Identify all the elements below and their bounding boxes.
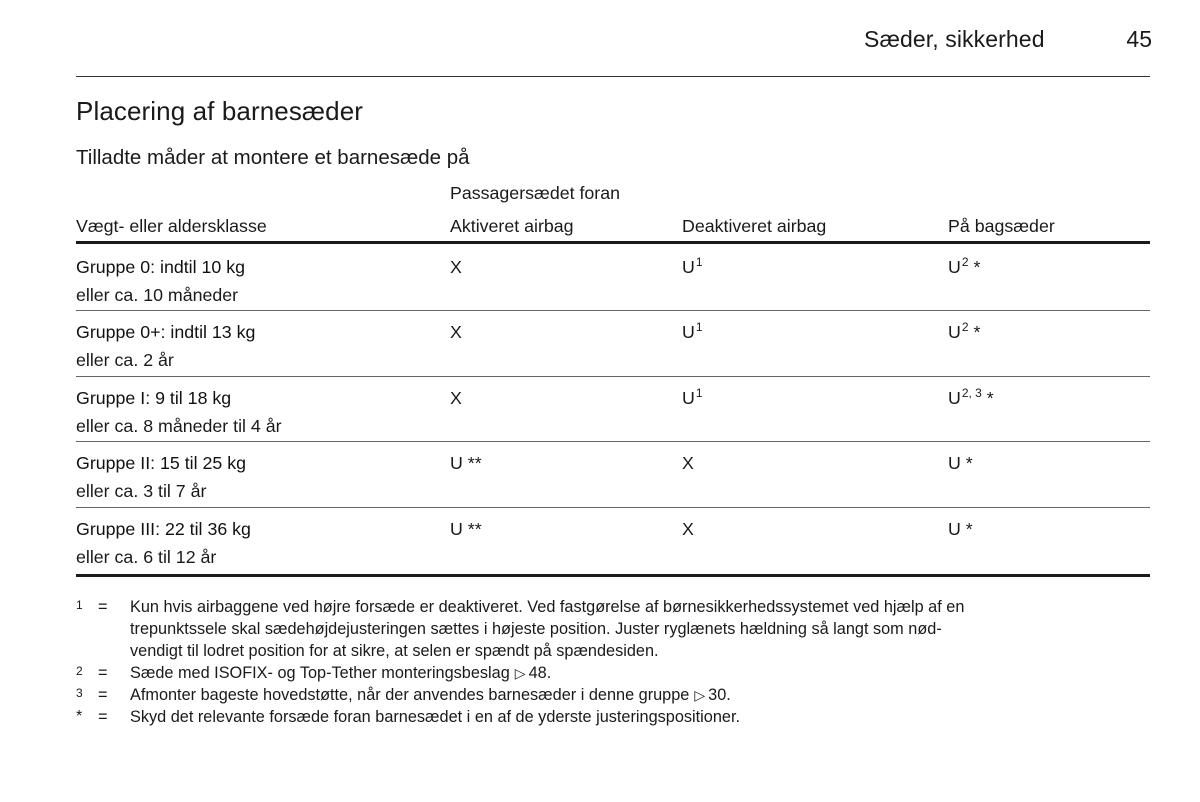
page-number: 45 <box>1126 26 1152 52</box>
cell-active-airbag: U ** <box>450 453 482 473</box>
cell-active-airbag: X <box>450 322 462 342</box>
page-reference[interactable]: 30. <box>708 686 731 704</box>
table-row <box>76 310 1150 375</box>
footnote-ref: 2 <box>961 320 969 334</box>
column-header-active-airbag: Aktiveret airbag <box>450 216 574 236</box>
section-title: Sæder, sikkerhed <box>864 26 1045 52</box>
row-age: eller ca. 3 til 7 år <box>76 481 207 501</box>
footnote-item <box>76 662 1150 684</box>
row-age: eller ca. 8 måneder til 4 år <box>76 416 282 436</box>
footnote-ref: 1 <box>695 320 703 334</box>
footnote-item <box>76 706 1150 728</box>
table-row <box>76 376 1150 441</box>
page-subtitle: Tilladte måder at montere et barnesæde på <box>76 146 470 169</box>
footnote-text: Skyd det relevante forsæde foran barnesædet i en af de yderste justeringspositioner. <box>130 708 740 726</box>
table-header-divider <box>76 241 1150 244</box>
row-class: Gruppe III: 22 til 36 kg <box>76 519 251 539</box>
table-bottom-divider <box>76 574 1150 577</box>
footnote-text: Afmonter bageste hovedstøtte, når der anvendes barnesæder i denne gruppe ▷ 30. <box>130 686 731 704</box>
row-age: eller ca. 2 år <box>76 350 174 370</box>
footnote-item <box>76 684 1150 706</box>
row-age: eller ca. 6 til 12 år <box>76 547 217 567</box>
footnote-mark: 2 <box>76 664 83 678</box>
footnotes <box>76 596 1150 728</box>
cell-deactivated-airbag: $U^1$ <box>682 386 703 408</box>
footnote-ref: 2 <box>961 255 969 269</box>
column-header-deactivated-airbag: Deaktiveret airbag <box>682 216 827 236</box>
cell-rear-seats: $U^2$ * <box>948 320 981 342</box>
row-class: Gruppe I: 9 til 18 kg <box>76 388 232 408</box>
cell-deactivated-airbag: X <box>682 519 694 539</box>
arrow-right-outline-icon: ▷ <box>514 665 526 681</box>
footnote-equals: = <box>98 686 108 704</box>
row-class: Gruppe 0: indtil 10 kg <box>76 257 246 277</box>
row-class: Gruppe II: 15 til 25 kg <box>76 453 247 473</box>
cell-deactivated-airbag: $U^1$ <box>682 255 703 277</box>
cell-rear-seats: U * <box>948 519 973 539</box>
cell-active-airbag: X <box>450 257 462 277</box>
arrow-right-outline-icon: ▷ <box>694 687 706 703</box>
cell-rear-seats: U$^{2, 3}$ * <box>948 386 994 408</box>
cell-rear-seats: $U^2$ * <box>948 255 981 277</box>
page-title: Placering af barnesæder <box>76 96 364 126</box>
footnote-ref: 1 <box>695 255 703 269</box>
cell-active-airbag: X <box>450 388 462 408</box>
footnote-text: Sæde med ISOFIX- og Top-Tether monteringsbeslag ▷ 48. <box>130 664 552 682</box>
header-divider <box>76 76 1150 77</box>
row-class: Gruppe 0+: indtil 13 kg <box>76 322 256 342</box>
table-group-header: Passagersædet foran <box>450 183 621 203</box>
page-reference[interactable]: 48. <box>528 664 552 682</box>
column-header-class: Vægt- eller aldersklasse <box>76 216 267 236</box>
cell-deactivated-airbag: $U^1$ <box>682 320 703 342</box>
footnote-equals: = <box>98 664 108 682</box>
footnote-equals: = <box>98 708 108 726</box>
table-row <box>76 507 1150 572</box>
footnote-mark: * <box>76 708 83 725</box>
footnote-item <box>76 596 1150 662</box>
table-header-row <box>76 216 1150 240</box>
table-row <box>76 441 1150 506</box>
row-age: eller ca. 10 måneder <box>76 285 239 305</box>
cell-deactivated-airbag: X <box>682 453 694 473</box>
column-header-rear-seats: På bagsæder <box>948 216 1055 236</box>
footnote-equals: = <box>98 598 108 616</box>
footnote-mark: 1 <box>76 598 83 612</box>
footnote-ref: 2, 3 <box>961 386 982 400</box>
footnote-ref: 1 <box>695 386 703 400</box>
footnote-mark: 3 <box>76 686 83 700</box>
footnote-text: Kun hvis airbaggene ved højre forsæde er deaktiveret. Ved fastgørelse af børnesikkerhedssystemet ved hjælp af en trepunktssele skal sædehøjdejusteringen sættes i højeste position. Juster ryglænets hældning så langt som nød- vendigt til lodret position for at sikre, at selen er spændt på spændesiden. <box>130 598 965 660</box>
table-row <box>76 245 1150 310</box>
cell-active-airbag: U ** <box>450 519 482 539</box>
cell-rear-seats: U * <box>948 453 973 473</box>
